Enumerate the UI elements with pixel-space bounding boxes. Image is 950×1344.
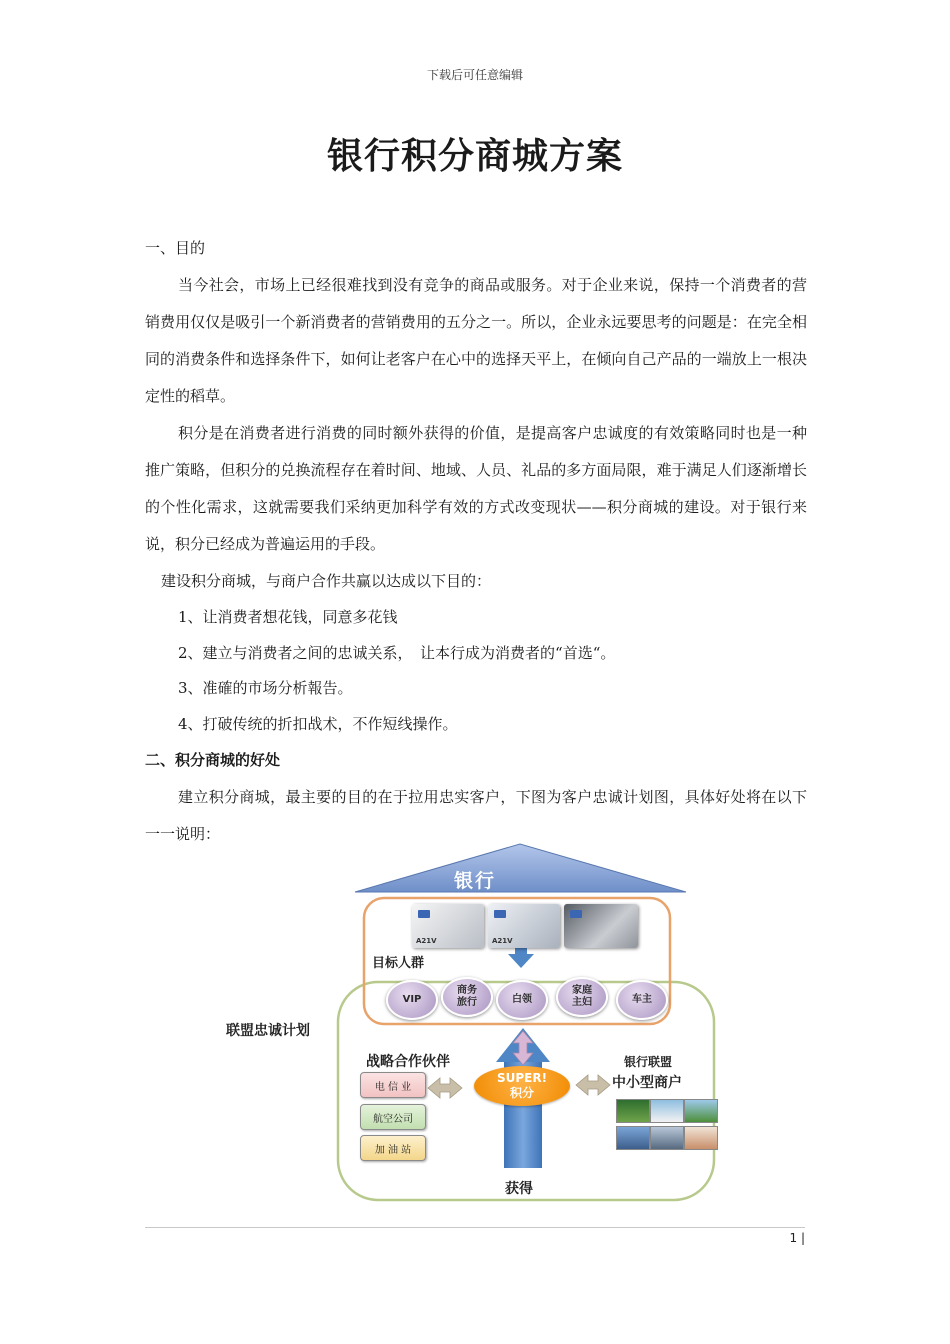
goal-intro: 建设积分商城，与商户合作共赢以达成以下目的： (161, 572, 492, 590)
merchants-label: 中小型商户 (612, 1075, 682, 1091)
card-logo-icon (494, 910, 506, 918)
points-label: 积分 (509, 1086, 534, 1100)
section2-heading: 二、积分商城的好处 (145, 751, 281, 769)
merchant-photo (616, 1099, 650, 1123)
super-label: SUPER! (496, 1071, 548, 1085)
card-brand: A21V (416, 937, 437, 945)
merchant-photo (684, 1126, 718, 1150)
bank-card (412, 904, 484, 948)
alliance-plan-label: 联盟忠诚计划 (226, 1023, 310, 1039)
partner-airline: 航空公司 (360, 1104, 426, 1130)
bank-alliance-label: 银行联盟 (624, 1055, 673, 1069)
section1-heading: 一、目的 (145, 239, 206, 257)
merchant-photo (684, 1099, 718, 1123)
partner-telecom: 电 信 业 (360, 1072, 426, 1098)
segment-label: 家庭 主妇 (572, 985, 592, 1008)
page-number: 1 | (789, 1231, 805, 1245)
merchant-photo (616, 1126, 650, 1150)
bank-card (564, 904, 638, 948)
footer-divider (145, 1227, 805, 1228)
super-points-badge (474, 1066, 570, 1106)
segment-white-collar: 白领 (496, 980, 548, 1020)
card-down-arrow (508, 946, 534, 968)
section1-paragraph-1: 当今社会，市场上已经很难找到没有竞争的商品或服务。对于企业来说，保持一个消费者的营销费用仅仅是吸引一个新消费者的营销费用的五分之一。所以，企业永远要思考的问题是：在完全相同的消费条件和选择条件下，如何让老客户在心中的选择天平上，在倾向自己产品的一端放上一根决定性的稻草。 (145, 276, 807, 405)
section1-paragraph-2: 积分是在消费者进行消费的同时额外获得的价值，是提高客户忠诚度的有效策略同时也是一种推广策略，但积分的兑换流程存在着时间、地域、人员、礼品的多方面局限，难于满足人们逐渐增长的个性化需求，这就需要我们采纳更加科学有效的方式改变现状——积分商城的建设。对于银行来说，积分已经成为普遍运用的手段。 (145, 424, 807, 553)
section2-paragraph: 建立积分商城，最主要的目的在于拉用忠实客户，下图为客户忠诚计划图，具体好处将在以下一一说明： (145, 788, 807, 843)
merchant-photo (650, 1099, 684, 1123)
goal-item: 3、准確的市场分析報告。 (178, 679, 353, 697)
loyalty-plan-diagram (220, 838, 720, 1210)
goal-item: 2、建立与消费者之间的忠诚关系， 让本行成为消费者的“首选“。 (178, 643, 616, 662)
partner-gas-station: 加 油 站 (360, 1135, 426, 1161)
strategic-partners-label: 战略合作伙伴 (366, 1054, 450, 1070)
gain-label: 获得 (505, 1181, 533, 1197)
left-double-arrow (428, 1078, 462, 1098)
document-body (145, 230, 807, 853)
segment-label: 商务 旅行 (457, 985, 477, 1008)
header-note: 下载后可任意编辑 (426, 68, 523, 82)
card-brand: A21V (492, 937, 513, 945)
segment-business-travel (441, 977, 493, 1017)
segment-car-owner: 车主 (616, 980, 668, 1020)
bank-label: 银行 (453, 870, 497, 892)
bank-roof (355, 844, 686, 892)
goal-item: 4、打破传统的折扣战术，不作短线操作。 (178, 714, 458, 733)
merchant-photo (650, 1126, 684, 1150)
segment-vip: VIP (386, 980, 438, 1020)
document-title: 银行积分商城方案 (326, 135, 623, 177)
segment-housewife (556, 977, 608, 1017)
card-logo-icon (570, 910, 582, 918)
target-group-label: 目标人群 (372, 956, 425, 971)
card-logo-icon (418, 910, 430, 918)
right-double-arrow (576, 1075, 610, 1095)
bank-card (488, 904, 560, 948)
goal-item: 1、让消费者想花钱，同意多花钱 (178, 608, 398, 626)
